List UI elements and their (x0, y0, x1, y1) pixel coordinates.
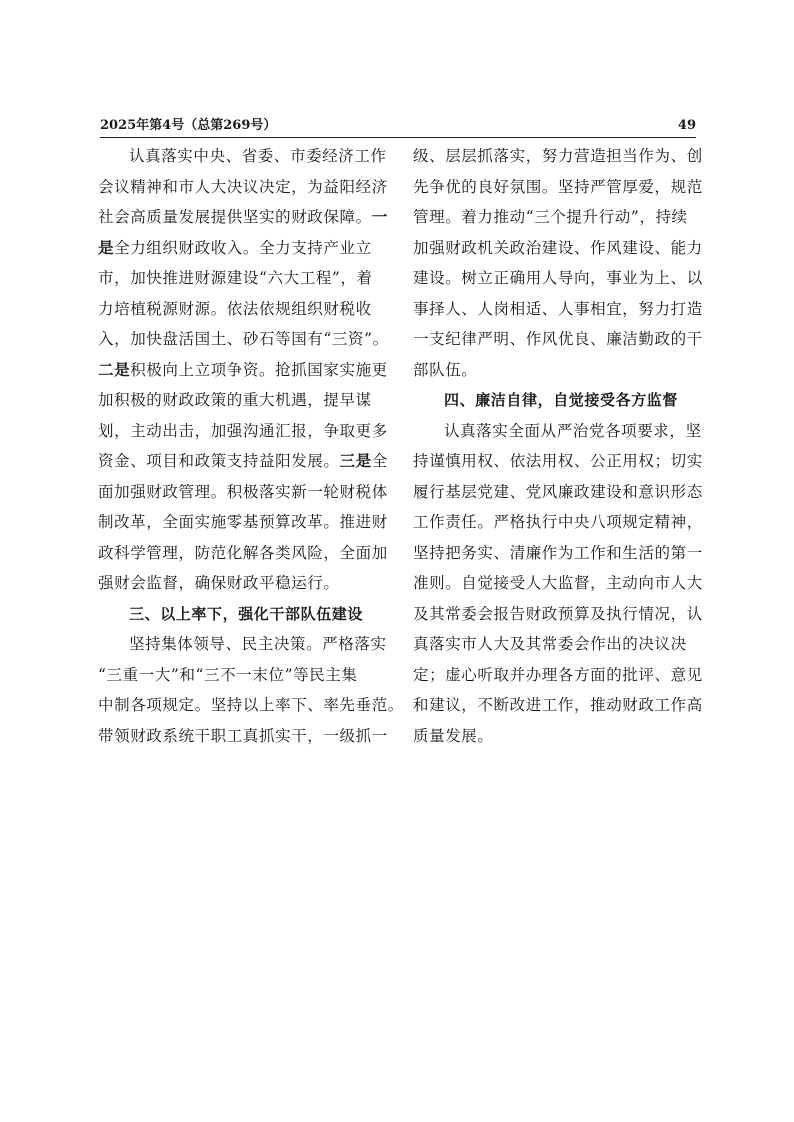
text-run: 全 (371, 452, 388, 470)
text-line: 带领财政系统干职工真抓实干，一级抓一 (98, 726, 388, 745)
text-line: 建设。树立正确用人导向，事业为上、以 (413, 269, 703, 287)
text-line (98, 233, 382, 264)
section-heading-three: 三、以上率下，强化干部队伍建设 (129, 604, 364, 623)
text-line: 事择人、人岗相适、人事相宜，努力打造 (413, 299, 703, 318)
text-line: 一支纪律严明、作风优良、廉洁勤政的干 (413, 330, 703, 348)
text-run: 积极向上立项争资。抢抓国家实施更 (130, 360, 388, 379)
text-run: 资金、项目和政策支持益阳发展。 (98, 452, 340, 470)
text-line: 真落实市人大及其常委会作出的决议决 (413, 635, 687, 653)
text-line: 中制各项规定。坚持以上率下、率先垂范。 (98, 696, 404, 714)
page-number: 49 (677, 118, 696, 133)
text-line: 持谨慎用权、依法用权、公正用权；切实 (413, 452, 703, 470)
text-line: 市，加快推进财源建设“六大工程”，着 (98, 269, 373, 287)
enumerator-one: 一 (371, 208, 388, 226)
left-column (98, 141, 404, 751)
paragraph-integrity (413, 416, 703, 752)
text-line: 划，主动出击，加强沟通汇报，争取更多 (98, 421, 388, 440)
text-line: 定；虚心听取并办理各方面的批评、意见 (413, 665, 703, 684)
text-line: 部队伍。 (413, 360, 478, 379)
text-line: 强财会监督，确保财政平稳运行。 (98, 574, 340, 592)
text-line: 准则。自觉接受人大监督，主动向市人大 (413, 574, 703, 592)
text-line: 加积极的财政政策的重大机遇，提早谋 (98, 391, 372, 409)
text-line: 入，加快盘活国土、砂石等国有“三资”。 (98, 330, 389, 348)
text-run: 全力组织财政收入。全力支持产业立 (114, 238, 372, 257)
text-line: 认真落实中央、省委、市委经济工作 (129, 147, 387, 165)
text-line: 质量发展。 (413, 726, 494, 745)
issue-number: 2025年第4号（总第269号） (100, 118, 277, 133)
text-line (98, 355, 388, 386)
text-line: 先争优的良好氛围。坚持严管厚爱，规范 (413, 177, 703, 196)
text-line: 坚持集体领导、民主决策。严格落实 (129, 635, 387, 653)
text-run: 社会高质量发展提供坚实的财政保障。 (98, 208, 372, 226)
text-line: 制改革，全面实施零基预算改革。推进财 (98, 513, 388, 531)
text-line: 及其常委会报告财政预算及执行情况，认 (413, 604, 703, 623)
text-line (98, 202, 388, 233)
enumerator-three: 三是 (339, 452, 372, 470)
text-line: “三重一大”和“三不一末位”等民主集 (98, 665, 358, 684)
text-line: 认真落实全面从严治党各项要求，坚 (444, 421, 702, 440)
text-line: 坚持把务实、清廉作为工作和生活的第一 (413, 543, 703, 562)
text-line: 政科学管理，防范化解各类风险，全面加 (98, 543, 388, 562)
header-rule (100, 137, 696, 138)
text-line: 面加强财政管理。积极落实新一轮财税体 (98, 482, 388, 501)
paragraph-fiscal-guarantee (98, 141, 389, 599)
text-line: 工作责任。严格执行中央八项规定精神， (413, 513, 703, 531)
paragraph-leadership-cont (413, 141, 703, 385)
paragraph-leadership (98, 629, 404, 751)
text-line: 履行基层党建、党风廉政建设和意识形态 (413, 482, 703, 501)
text-line: 管理。着力推动“三个提升行动”，持续 (413, 208, 688, 226)
text-line: 和建议，不断改进工作，推动财政工作高 (413, 696, 703, 714)
enumerator-one-cont: 是 (98, 238, 115, 257)
text-line (98, 446, 388, 477)
text-line: 加强财政机关政治建设、作风建设、能力 (413, 238, 703, 257)
text-line: 级、层层抓落实，努力营造担当作为、创 (413, 147, 703, 165)
text-line: 力培植税源财源。依法依规组织财税收 (98, 299, 372, 318)
enumerator-two: 二是 (98, 360, 131, 379)
section-heading-four: 四、廉洁自律，自觉接受各方监督 (444, 391, 679, 409)
text-line: 会议精神和市人大决议决定，为益阳经济 (98, 177, 388, 196)
running-header (100, 117, 696, 137)
right-column (413, 141, 703, 751)
